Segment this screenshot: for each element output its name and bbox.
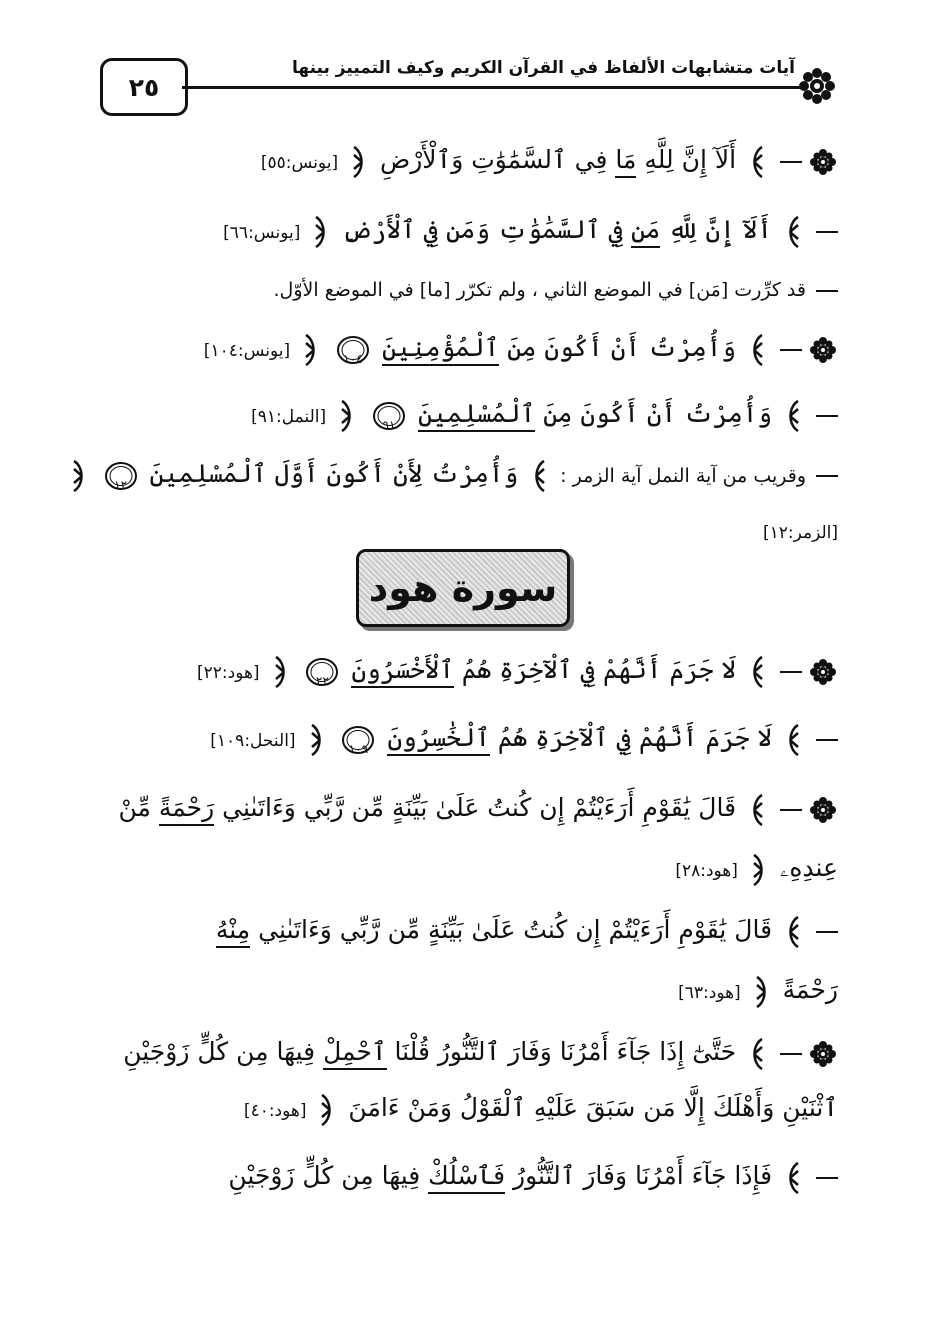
- quran-bracket-icon: [302, 333, 320, 367]
- note-text: وقريب من آية النمل آية الزمر :: [560, 465, 806, 487]
- underlined-word: ٱلْأَخْسَرُونَ: [351, 655, 454, 688]
- verse-reference: [يونس:٦٦]: [223, 223, 301, 243]
- underlined-word: مَا: [615, 145, 636, 178]
- verse-line: [251, 396, 838, 434]
- quran-bracket-icon: [70, 459, 88, 493]
- quran-bracket-icon: [748, 655, 766, 689]
- running-header-title: آيات متشابهات الألفاظ في القرآن الكريم وكيف التمييز بينها: [292, 58, 795, 78]
- verse-reference: [هود:٢٢]: [196, 663, 260, 683]
- surah-title-box: [356, 549, 570, 627]
- verse-reference: [يونس:٥٥]: [260, 153, 339, 173]
- verse-text: لَا جَرَمَ أَنَّهُمْ فِي ٱلْآخِرَةِ هُمُ ٱلْخَٰسِرُونَ: [387, 723, 772, 756]
- verse-text: أَلَآ إِنَّ لِلَّهِ مَن فِي ٱلسَّمَٰوَٰتِ وَمَن فِي ٱلْأَرْضِ: [342, 215, 772, 248]
- quran-bracket-icon: [784, 399, 802, 433]
- verse-reference: [يونس:١٠٤]: [203, 341, 291, 361]
- verse-line: [210, 720, 838, 758]
- surah-title: سورة هود: [368, 566, 558, 610]
- quran-bracket-icon: [748, 793, 766, 827]
- quran-bracket-icon: [748, 145, 766, 179]
- dash: [816, 290, 838, 292]
- verse-text: ٱثْنَيْنِ وَأَهْلَكَ إِلَّا مَن سَبَقَ عَلَيْهِ ٱلْقَوْلُ وَمَنْ ءَامَنَ: [348, 1093, 838, 1122]
- flower-bullet-icon: [808, 657, 838, 687]
- quran-bracket-icon: [308, 723, 326, 757]
- dash: [816, 415, 838, 417]
- dash: [816, 231, 838, 233]
- verse-line: [204, 330, 838, 368]
- quran-bracket-icon: [784, 915, 802, 949]
- flower-bullet-icon: [808, 1039, 838, 1069]
- verse-reference: [هود:٦٣]: [678, 983, 741, 1003]
- note-line: [274, 272, 838, 310]
- verse-reference: [النحل:١٠٩]: [210, 731, 296, 751]
- quran-bracket-icon: [312, 215, 330, 249]
- quran-bracket-icon: [784, 215, 802, 249]
- note-text: قد كرِّرت [مَن] في الموضع الثاني ، ولم تكرّر [ما] في الموضع الأوّل.: [273, 279, 806, 301]
- quran-bracket-icon: [748, 1037, 766, 1071]
- dash: [816, 931, 838, 933]
- dash: [816, 475, 838, 477]
- verse-text: أَلَآ إِنَّ لِلَّهِ مَا فِي ٱلسَّمَٰوَٰتِ وَٱلْأَرْضِ: [380, 145, 736, 178]
- verse-line: [223, 212, 838, 250]
- dash: [780, 349, 802, 351]
- quran-bracket-icon: [318, 1093, 336, 1127]
- flower-bullet-icon: [808, 335, 838, 365]
- note-verse-line: [66, 456, 838, 494]
- underlined-word: رَحْمَةً: [159, 793, 214, 826]
- verse-text: عِندِهِۦ: [779, 853, 838, 882]
- dash: [780, 161, 802, 163]
- verse-line: [261, 142, 838, 180]
- verse-text: حَتَّىٰٓ إِذَا جَآءَ أَمْرُنَا وَفَارَ ٱلتَّنُّورُ قُلْنَا ٱحْمِلْ فِيهَا مِن كُلٍّ زَوْجَيْنِ: [123, 1037, 736, 1070]
- quran-bracket-icon: [784, 723, 802, 757]
- underlined-word: ٱلْمُسْلِمِينَ: [418, 399, 535, 432]
- verse-line: [763, 512, 838, 550]
- verse-line: [678, 972, 838, 1010]
- quran-bracket-icon: [750, 853, 768, 887]
- verse-reference: [هود:٤٠]: [243, 1101, 307, 1121]
- underlined-word: فَٱسْلُكْ: [428, 1161, 505, 1194]
- flower-bullet-icon: [808, 147, 838, 177]
- ayah-end-marker-icon: ١٢: [104, 461, 138, 491]
- verse-line: [244, 1090, 838, 1128]
- underlined-word: مِنْهُ: [216, 915, 250, 948]
- verse-line: [216, 912, 838, 950]
- header-rule: [182, 86, 802, 89]
- quran-bracket-icon: [272, 655, 290, 689]
- quran-bracket-icon: [784, 1161, 802, 1195]
- verse-line: [228, 1158, 838, 1196]
- ayah-end-marker-icon: ١٠٩: [341, 725, 375, 755]
- ayah-end-marker-icon: ٢٢: [305, 657, 339, 687]
- quran-bracket-icon: [530, 459, 548, 493]
- verse-text: لَا جَرَمَ أَنَّهُمْ فِي ٱلْآخِرَةِ هُمُ ٱلْأَخْسَرُونَ: [351, 655, 736, 688]
- dash: [816, 739, 838, 741]
- underlined-word: ٱلْخَٰسِرُونَ: [387, 723, 490, 756]
- dash: [780, 809, 802, 811]
- flower-ornament-icon: [797, 66, 837, 106]
- verse-text: رَحْمَةً: [782, 975, 838, 1004]
- verse-reference: [هود:٢٨]: [675, 861, 738, 881]
- verse-text: وَأُمِرْتُ أَنْ أَكُونَ مِنَ ٱلْمُسْلِمِينَ: [418, 399, 772, 432]
- page-number: ٢٥: [128, 72, 160, 102]
- underlined-word: ٱحْمِلْ: [323, 1037, 387, 1070]
- dash: [816, 1177, 838, 1179]
- verse-reference: [الزمر:١٢]: [762, 523, 838, 543]
- flower-bullet-icon: [808, 795, 838, 825]
- verse-text: وَأُمِرْتُ لِأَنْ أَكُونَ أَوَّلَ ٱلْمُسْلِمِينَ: [149, 459, 519, 488]
- quran-bracket-icon: [748, 333, 766, 367]
- verse-line: [675, 850, 838, 888]
- dash: [780, 671, 802, 673]
- verse-text: قَالَ يَٰقَوْمِ أَرَءَيْتُمْ إِن كُنتُ عَلَىٰ بَيِّنَةٍ مِّن رَّبِّي وَءَاتَىٰنِي مِنْهُ: [216, 915, 772, 948]
- verse-text: وَأُمِرْتُ أَنْ أَكُونَ مِنَ ٱلْمُؤْمِنِينَ: [382, 333, 736, 366]
- verse-line: [118, 790, 838, 828]
- dash: [780, 1053, 802, 1055]
- quran-bracket-icon: [350, 145, 368, 179]
- verse-line: [197, 652, 838, 690]
- underlined-word: ٱلْمُؤْمِنِينَ: [382, 333, 499, 366]
- underlined-word: مَن: [631, 215, 660, 248]
- verse-line: [123, 1034, 838, 1072]
- verse-text: فَإِذَا جَآءَ أَمْرُنَا وَفَارَ ٱلتَّنُّورُ فَٱسْلُكْ فِيهَا مِن كُلٍّ زَوْجَيْنِ: [228, 1161, 772, 1194]
- quran-bracket-icon: [753, 975, 771, 1009]
- ayah-end-marker-icon: ٩١: [372, 401, 406, 431]
- page-number-box: [100, 58, 188, 116]
- ayah-end-marker-icon: ١٠٤: [336, 335, 370, 365]
- verse-text: قَالَ يَٰقَوْمِ أَرَءَيْتُمْ إِن كُنتُ عَلَىٰ بَيِّنَةٍ مِّن رَّبِّي وَءَاتَىٰنِي رَحْمَةً مِّنْ: [118, 793, 736, 826]
- verse-reference: [النمل:٩١]: [251, 407, 327, 427]
- quran-bracket-icon: [338, 399, 356, 433]
